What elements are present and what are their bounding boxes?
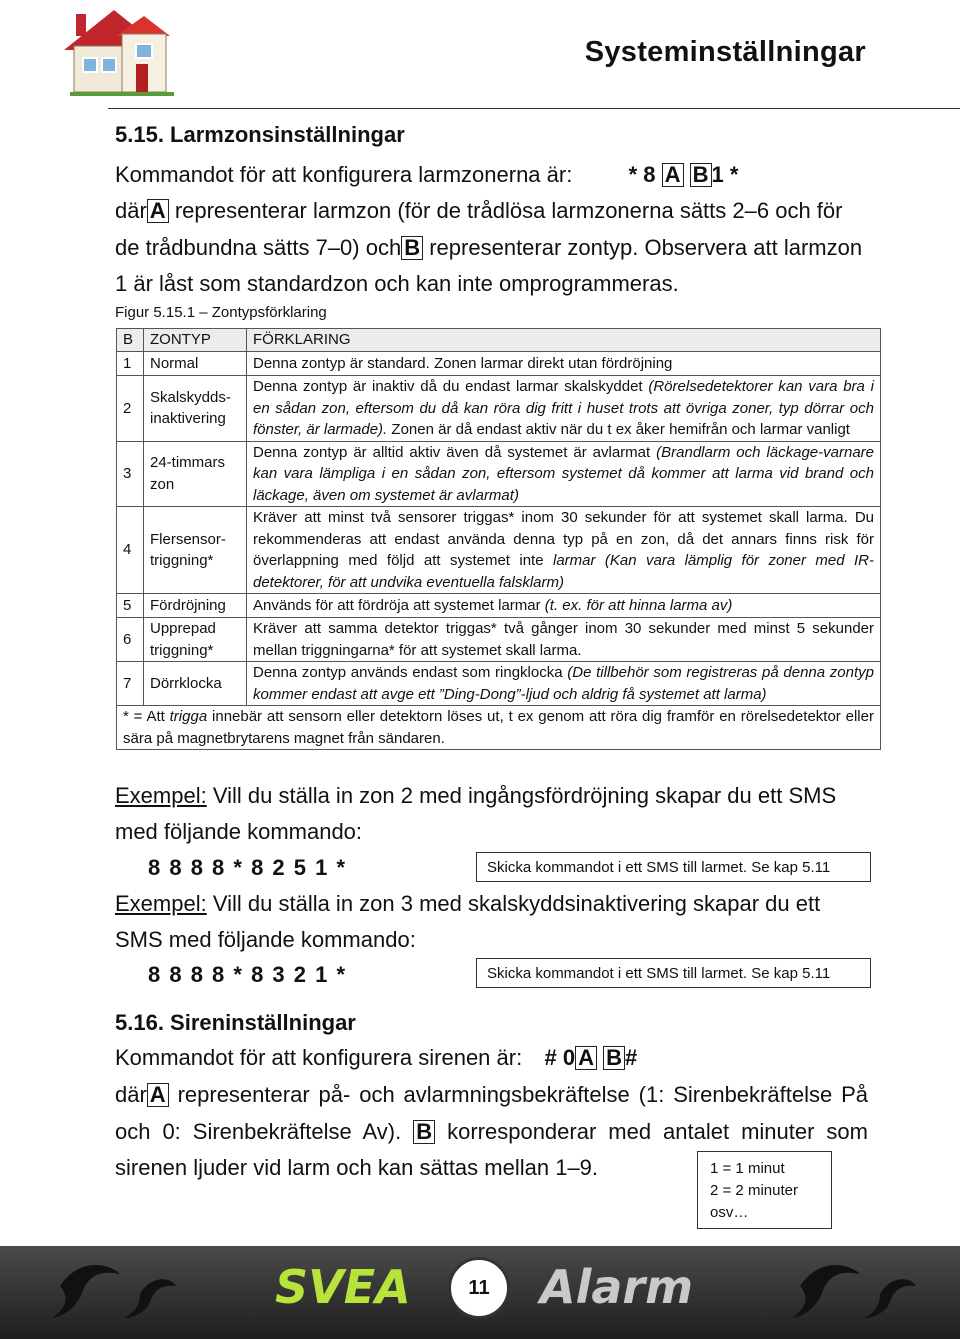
cell-forklaring: Denna zontyp är inaktiv då du endast larmar skalskyddet (Rörelsedetektorer kan vara bra i en sådan zon, eftersom du då kan röra dig fritt i huset trots att övriga zoner, typ dörrar och fönster, är larmade). Zonen är då endast aktiv när du t ex åker hemifrån och larmar vanligt	[247, 376, 881, 442]
brand-svea-logo: SVEA	[275, 1260, 411, 1314]
page-number: 11	[448, 1257, 510, 1319]
param-b-box: B	[401, 236, 423, 260]
minutes-line: 1 = 1 minut	[710, 1160, 785, 1177]
table-footnote: * = Att trigga innebär att sensorn eller detektorn löses ut, t ex genom att röra dig framför en rörelsedetektor eller sära på magnetbrytarens magnet från sändaren.	[117, 706, 881, 750]
cell-zontyp: Dörrklocka	[144, 662, 247, 706]
param-b-box: B	[603, 1046, 625, 1070]
cell-b: 3	[117, 441, 144, 507]
section-heading-5-15: 5.15. Larmzonsinställningar	[115, 122, 405, 147]
table-row	[117, 376, 881, 442]
page-header-title: Systeminställningar	[584, 36, 866, 68]
zone-type-table	[116, 328, 881, 750]
table-row	[117, 618, 881, 662]
example-1-sms-note: Skicka kommandot i ett SMS till larmet. Se kap 5.11	[476, 852, 871, 882]
text-dar: där	[115, 198, 147, 223]
paragraph-text: representerar larmzon (för de trådlösa larmzonerna sätts 2–6 och för de trådbundna sätts 7–0) och	[115, 198, 843, 260]
cell-forklaring: Kräver att samma detektor triggas* två gånger inom 30 sekunder med minst 5 sekunder mellan triggningarna* för att systemet skall larma.	[247, 618, 881, 662]
paragraph-text: korresponderar med antalet minuter som sirenen ljuder vid larm och kan sättas mellan 1–9.	[115, 1118, 868, 1180]
example-2-sms-note: Skicka kommandot i ett SMS till larmet. Se kap 5.11	[476, 958, 871, 988]
param-b-box: B	[413, 1120, 435, 1144]
table-row	[117, 352, 881, 376]
table-row	[117, 662, 881, 706]
table-header-row	[117, 329, 881, 352]
command-line-5-16	[115, 1040, 868, 1077]
minutes-line: 2 = 2 minuter	[710, 1182, 798, 1199]
command-suffix: 1 *	[711, 162, 739, 187]
cell-b: 2	[117, 376, 144, 442]
minutes-line: osv…	[710, 1204, 749, 1221]
command-prefix: * 8	[628, 162, 656, 187]
example-label: Exempel:	[115, 783, 207, 808]
figure-caption: Figur 5.15.1 – Zontypsförklaring	[115, 304, 327, 321]
cell-b: 5	[117, 594, 144, 618]
minutes-legend-box	[697, 1151, 832, 1229]
brand-alarm-logo: Alarm	[540, 1260, 694, 1314]
table-note-row	[117, 706, 881, 750]
cell-zontyp: Normal	[144, 352, 247, 376]
cell-forklaring: Används för att fördröja att systemet larmar (t. ex. för att hinna larma av)	[247, 594, 881, 618]
text-dar: där	[115, 1082, 147, 1107]
command-intro: Kommandot för att konfigurera larmzonerna är:	[115, 162, 573, 187]
example-body: Vill du ställa in zon 3 med skalskyddsinaktivering skapar du ett SMS med följande kommando:	[115, 891, 821, 952]
table-row	[117, 594, 881, 618]
command-line-5-15	[115, 157, 868, 194]
cell-b: 1	[117, 352, 144, 376]
section-heading-5-16: 5.16. Sireninställningar	[115, 1010, 356, 1035]
example-2-text	[115, 886, 868, 958]
example-body: Vill du ställa in zon 2 med ingångsfördröjning skapar du ett SMS med följande kommando:	[115, 783, 837, 844]
param-a-box: A	[575, 1046, 597, 1070]
cell-b: 7	[117, 662, 144, 706]
param-a-box: A	[147, 199, 169, 223]
command-intro: Kommandot för att konfigurera sirenen är:	[115, 1045, 523, 1070]
cell-zontyp: Skalskydds-inaktivering	[144, 376, 247, 442]
header-zontyp: ZONTYP	[144, 329, 247, 352]
paragraph-text: representerar zontyp. Observera att larmzon 1 är låst som standardzon och kan inte omprogrammeras.	[115, 234, 863, 296]
cell-forklaring: Kräver att minst två sensorer triggas* inom 30 sekunder för att systemet skall larma. Du rekommenderas att endast använda denna typ på en zon, då det annars finns risk för överlappning med följd att systemet inte larmar (Kan vara lämplig för zoner med IR-detektorer, för att undvika eventuella falsklarm)	[247, 507, 881, 594]
table-row	[117, 441, 881, 507]
command-prefix: # 0	[544, 1045, 576, 1070]
header-divider	[108, 108, 960, 109]
cell-zontyp: Flersensor-triggning*	[144, 507, 247, 594]
param-a-box: A	[147, 1083, 169, 1107]
command-suffix: #	[624, 1045, 638, 1070]
param-a-box: A	[662, 163, 684, 187]
cell-forklaring: Denna zontyp är alltid aktiv även då systemet är avlarmat (Brandlarm och läckage-varnare kan vara lämpliga i en sådan zon, eftersom systemet då kommer att larma vid brand och läckage, även om systemet är avlarmat)	[247, 441, 881, 507]
cell-zontyp: Upprepad triggning*	[144, 618, 247, 662]
cell-zontyp: 24-timmars zon	[144, 441, 247, 507]
example-2-command: 8 8 8 8 * 8 3 2 1 *	[148, 962, 347, 987]
cell-zontyp: Fördröjning	[144, 594, 247, 618]
paragraph-5-15	[115, 193, 868, 303]
cell-b: 4	[117, 507, 144, 594]
header-forklaring: FÖRKLARING	[247, 329, 881, 352]
param-b-box: B	[690, 163, 712, 187]
cell-b: 6	[117, 618, 144, 662]
example-label: Exempel:	[115, 891, 207, 916]
paragraph-text: representerar på- och avlarmningsbekräftelse (1: Sirenbekräftelse På och 0: Sirenbekräftelse Av).	[115, 1082, 868, 1144]
example-1-text	[115, 778, 868, 850]
cell-forklaring: Denna zontyp används endast som ringklocka (De tillbehör som registreras på denna zontyp kommer endast att avge ett ”Ding-Dong”-ljud och aldrig få systemet att larma)	[247, 662, 881, 706]
table-row	[117, 507, 881, 594]
example-1-command: 8 8 8 8 * 8 2 5 1 *	[148, 855, 347, 880]
house-logo-icon	[56, 2, 186, 102]
header-b: B	[117, 329, 144, 352]
cell-forklaring: Denna zontyp är standard. Zonen larmar direkt utan fördröjning	[247, 352, 881, 376]
